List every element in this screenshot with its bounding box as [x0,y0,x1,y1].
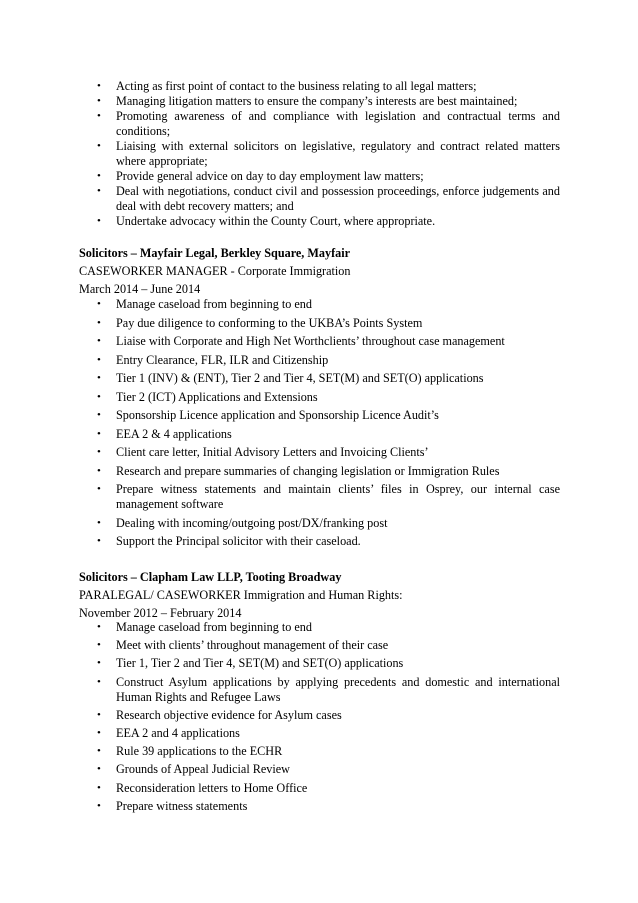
bullet-icon: • [97,657,101,670]
bullet-icon: • [97,464,101,477]
bullet-icon: • [97,446,101,458]
bullet-icon: • [97,170,101,182]
list-item [0,620,638,635]
list-item-text: Pay due diligence to conforming to the UKBA’s Points System [116,315,423,330]
bullet-icon: • [97,639,101,652]
employer-heading: Solicitors – Clapham Law LLP, Tooting Broadway [79,570,342,584]
bullet-icon: • [97,535,101,547]
bullet-icon: • [97,298,101,310]
list-item-text: Prepare witness statements [116,798,248,813]
bullet-icon: • [97,95,101,107]
role-title: PARALEGAL/ CASEWORKER Immigration and Human Rights: [79,588,403,602]
list-item [0,482,638,512]
date-range: November 2012 – February 2014 [79,606,242,620]
job-clapham-duties [0,620,638,817]
list-item-text: Promoting awareness of and compliance with legislation and contractual terms and conditions; [116,109,560,138]
bullet-icon: • [97,516,101,529]
list-item [0,109,638,139]
employer-heading: Solicitors – Mayfair Legal, Berkley Square, Mayfair [79,246,351,260]
bullet-icon: • [97,335,101,347]
list-item [0,708,638,723]
role-title: CASEWORKER MANAGER - Corporate Immigration [79,264,351,278]
list-item-text: Research objective evidence for Asylum cases [116,707,342,722]
list-item [0,79,638,94]
list-item [0,781,638,796]
bullet-icon: • [97,763,101,776]
list-item-text: Entry Clearance, FLR, ILR and Citizenship [116,352,329,367]
list-item [0,316,638,331]
intro-section [0,79,638,229]
intro-duties-list [0,79,638,229]
bullet-icon: • [97,675,101,688]
bullet-icon: • [97,390,101,403]
list-item [0,464,638,479]
list-item-text: Deal with negotiations, conduct civil and possession proceedings, enforce judgements and deal with debt recovery matters; and [116,184,560,213]
list-item-text: Support the Principal solicitor with their caseload. [116,534,361,548]
list-item [0,534,638,549]
list-item-text: Liaise with Corporate and High Net Worthclients’ throughout case management [116,334,505,348]
bullet-icon: • [97,708,101,721]
list-item-text: Manage caseload from beginning to end [116,297,312,311]
list-item [0,799,638,814]
list-item-text: Liaising with external solicitors on legislative, regulatory and contract related matters where appropriate; [116,139,560,168]
job-mayfair-duties [0,297,638,553]
list-item [0,744,638,759]
bullet-icon: • [97,409,101,421]
bullet-icon: • [97,185,101,197]
list-item [0,169,638,184]
list-item-text: Rule 39 applications to the ECHR [116,744,283,759]
list-item-text: EEA 2 and 4 applications [116,725,240,740]
list-item-text: Sponsorship Licence application and Sponsorship Licence Audit’s [116,408,439,422]
list-item-text: Prepare witness statements and maintain clients’ files in Osprey, our internal case management software [116,482,560,511]
bullet-icon: • [97,140,101,152]
bullet-icon: • [97,316,101,329]
list-item [0,390,638,405]
list-item [0,726,638,741]
list-item-text: Tier 2 (ICT) Applications and Extensions [116,389,318,404]
bullet-icon: • [97,372,101,384]
list-item [0,408,638,423]
list-item [0,353,638,368]
list-item [0,516,638,531]
list-item [0,427,638,442]
bullet-icon: • [97,799,101,812]
bullet-icon: • [97,353,101,366]
list-item-text: EEA 2 & 4 applications [116,426,232,441]
list-item-text: Managing litigation matters to ensure the company’s interests are best maintained; [116,94,518,108]
list-item [0,762,638,777]
bullet-icon: • [97,745,101,758]
bullet-icon: • [97,110,101,122]
list-item [0,638,638,653]
list-item [0,139,638,169]
job-clapham-law [0,568,638,622]
list-item-text: Meet with clients’ throughout management of their case [116,638,389,653]
list-item-text: Manage caseload from beginning to end [116,620,312,634]
bullet-icon: • [97,215,101,227]
list-item-text: Undertake advocacy within the County Court, where appropriate. [116,214,436,228]
list-item-text: Provide general advice on day to day employment law matters; [116,169,424,183]
list-item-text: Client care letter, Initial Advisory Letters and Invoicing Clients’ [116,445,429,459]
list-item [0,297,638,312]
list-item [0,214,638,229]
list-item-text: Grounds of Appeal Judicial Review [116,762,290,777]
list-item-text: Acting as first point of contact to the business relating to all legal matters; [116,79,477,93]
list-item [0,445,638,460]
list-item-text: Reconsideration letters to Home Office [116,780,308,795]
list-item [0,371,638,386]
bullet-icon: • [97,483,101,495]
bullet-icon: • [97,80,101,92]
list-item-text: Dealing with incoming/outgoing post/DX/franking post [116,515,388,530]
bullet-icon: • [97,621,101,633]
list-item [0,184,638,214]
list-item-text: Construct Asylum applications by applying precedents and domestic and international Human Rights and Refugee Laws [116,674,560,704]
bullet-icon: • [97,427,101,440]
list-item [0,334,638,349]
job-mayfair-legal [0,244,638,298]
job1-duties-list [0,297,638,549]
list-item [0,675,638,705]
list-item-text: Tier 1 (INV) & (ENT), Tier 2 and Tier 4, SET(M) and SET(O) applications [116,371,484,385]
date-range: March 2014 – June 2014 [79,282,201,296]
job2-duties-list [0,620,638,814]
list-item [0,94,638,109]
list-item [0,656,638,671]
bullet-icon: • [97,726,101,739]
list-item-text: Tier 1, Tier 2 and Tier 4, SET(M) and SET(O) applications [116,656,404,671]
list-item-text: Research and prepare summaries of changing legislation or Immigration Rules [116,463,500,478]
bullet-icon: • [97,781,101,794]
